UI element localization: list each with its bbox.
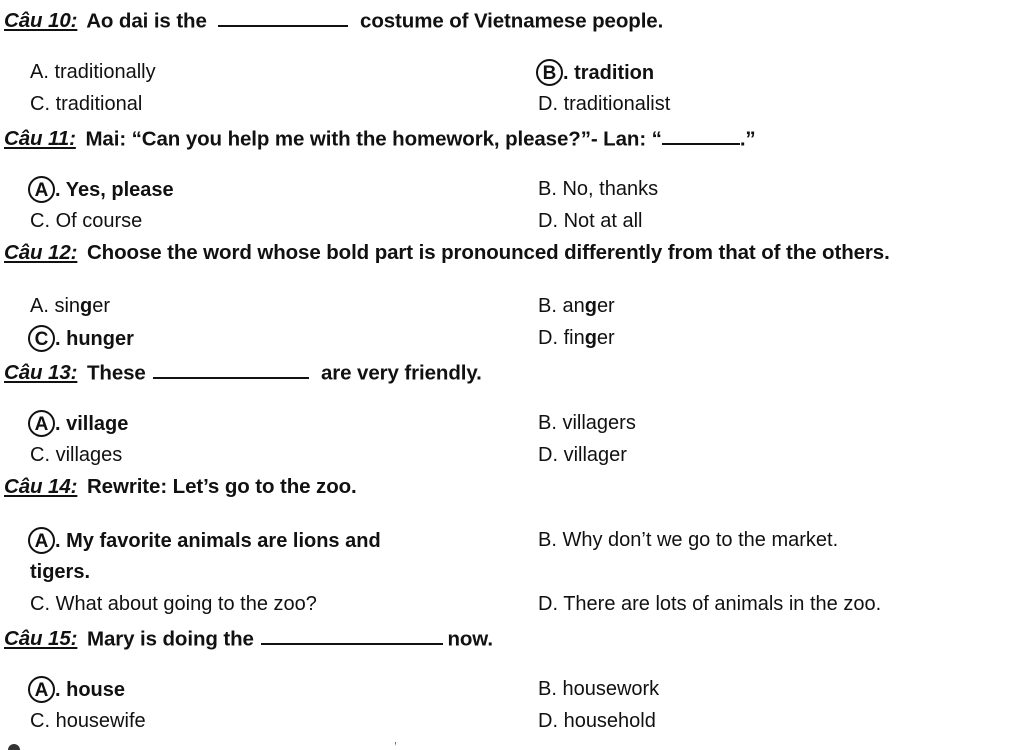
option-d: D. There are lots of animals in the zoo. bbox=[538, 593, 882, 615]
option-a-selected: A . house bbox=[30, 676, 125, 703]
question-12-stem: Câu 12: Choose the word whose bold part is pronounced differently from that of the others. bbox=[4, 241, 890, 264]
option-c: C. Of course bbox=[30, 210, 143, 232]
option-a: A. singer bbox=[30, 295, 111, 317]
question-number: Câu 12: bbox=[4, 241, 78, 264]
question-number: Câu 10: bbox=[4, 9, 78, 33]
question-number: Câu 14: bbox=[4, 475, 78, 498]
option-a-selected: A . My favorite animals are lions and bbox=[30, 527, 381, 554]
question-number: Câu 11: bbox=[4, 127, 76, 151]
option-d: D. villager bbox=[538, 444, 627, 466]
option-c: C. What about going to the zoo? bbox=[30, 593, 317, 615]
option-b: B. anger bbox=[538, 295, 615, 317]
answer-blank bbox=[261, 624, 443, 645]
answer-blank bbox=[153, 358, 309, 379]
cut-off-next-line bbox=[6, 736, 396, 750]
question-15-stem: Câu 15: Mary is doing the now. bbox=[4, 624, 493, 651]
option-a-continuation: tigers. bbox=[30, 561, 91, 583]
option-d: D. Not at all bbox=[538, 210, 643, 232]
option-d: D. household bbox=[538, 710, 656, 732]
question-number: Câu 13: bbox=[4, 361, 78, 385]
option-b: B. Why don’t we go to the market. bbox=[538, 529, 839, 551]
answer-circle-icon: C bbox=[28, 325, 55, 352]
answer-circle-icon: A bbox=[28, 676, 55, 703]
option-c-selected: C . hunger bbox=[30, 325, 134, 352]
option-c: C. housewife bbox=[30, 710, 146, 732]
option-b: B. No, thanks bbox=[538, 178, 659, 200]
answer-circle-icon: B bbox=[536, 59, 563, 86]
option-d: D. traditionalist bbox=[538, 93, 671, 115]
option-a-selected: A . Yes, please bbox=[30, 176, 174, 203]
option-a-selected: A . village bbox=[30, 410, 128, 437]
option-a: A. traditionally bbox=[30, 61, 156, 83]
option-b: B. housework bbox=[538, 678, 660, 700]
question-13-stem: Câu 13: These are very friendly. bbox=[4, 358, 482, 385]
answer-blank bbox=[218, 6, 348, 27]
option-c: C. traditional bbox=[30, 93, 143, 115]
answer-blank bbox=[662, 124, 740, 145]
question-number: Câu 15: bbox=[4, 627, 78, 651]
question-11-stem: Câu 11: Mai: “Can you help me with the homework, please?”- Lan: “ .” bbox=[4, 124, 756, 151]
option-d: D. finger bbox=[538, 327, 615, 349]
answer-circle-icon: A bbox=[28, 527, 55, 554]
answer-circle-icon: A bbox=[28, 410, 55, 437]
question-10-stem: Câu 10: Ao dai is the costume of Vietnamese people. bbox=[4, 6, 663, 33]
option-b-selected: B . tradition bbox=[538, 59, 654, 86]
option-b: B. villagers bbox=[538, 412, 636, 434]
answer-circle-icon: A bbox=[28, 176, 55, 203]
option-c: C. villages bbox=[30, 444, 123, 466]
question-14-stem: Câu 14: Rewrite: Let’s go to the zoo. bbox=[4, 475, 357, 498]
